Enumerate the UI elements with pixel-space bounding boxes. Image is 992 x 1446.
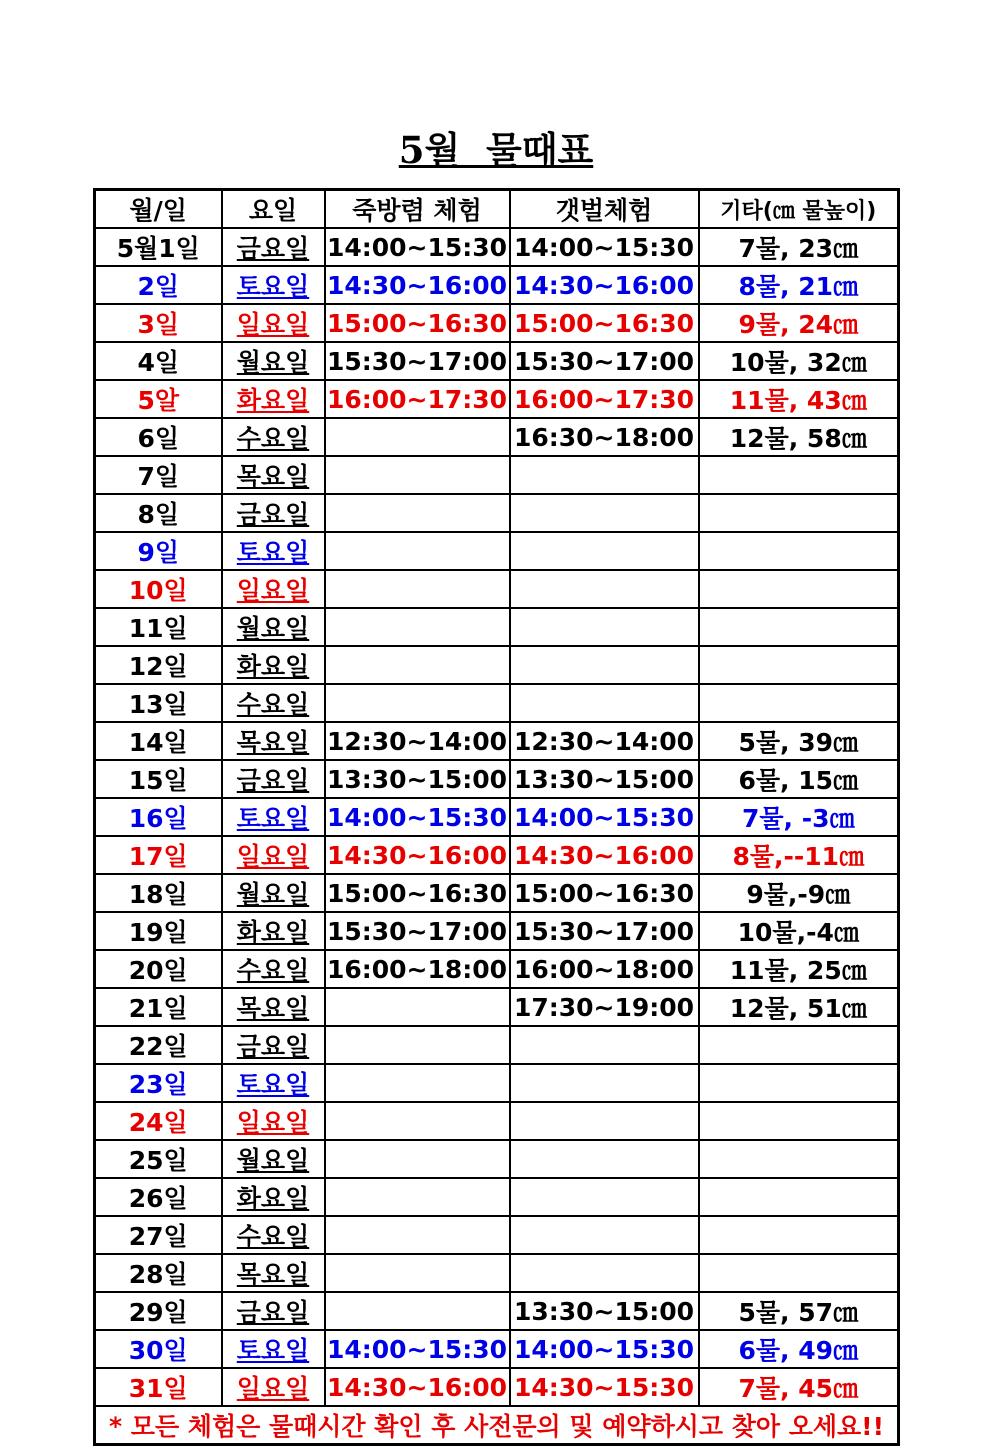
cell-mudflat-time: 14:00~15:30 (510, 1330, 699, 1368)
cell-jukbangryeom-time (325, 1140, 510, 1178)
table-row (95, 1216, 899, 1254)
cell-weekday: 일요일 (222, 570, 325, 608)
cell-jukbangryeom-time (325, 988, 510, 1026)
footnote-text: * 모든 체험은 물때시간 확인 후 사전문의 및 예약하시고 찾아 오세요!! (95, 1406, 899, 1445)
cell-month-day: 14일 (95, 722, 222, 760)
cell-weekday: 월요일 (222, 342, 325, 380)
table-row (95, 494, 899, 532)
cell-jukbangryeom-time (325, 456, 510, 494)
cell-weekday: 월요일 (222, 874, 325, 912)
cell-tide-height (699, 570, 899, 608)
table-row (95, 1368, 899, 1406)
cell-tide-height (699, 1026, 899, 1064)
cell-weekday: 금요일 (222, 1026, 325, 1064)
cell-tide-height (699, 1102, 899, 1140)
cell-weekday: 금요일 (222, 494, 325, 532)
cell-jukbangryeom-time (325, 646, 510, 684)
cell-month-day: 26일 (95, 1178, 222, 1216)
cell-month-day: 25일 (95, 1140, 222, 1178)
cell-jukbangryeom-time: 14:30~16:00 (325, 266, 510, 304)
table-row (95, 798, 899, 836)
cell-mudflat-time (510, 1216, 699, 1254)
cell-tide-height (699, 1254, 899, 1292)
table-row (95, 988, 899, 1026)
cell-month-day: 6일 (95, 418, 222, 456)
cell-tide-height: 11물, 25㎝ (699, 950, 899, 988)
cell-month-day: 18일 (95, 874, 222, 912)
cell-weekday: 금요일 (222, 760, 325, 798)
cell-mudflat-time: 14:30~16:00 (510, 266, 699, 304)
cell-mudflat-time (510, 494, 699, 532)
table-row (95, 1064, 899, 1102)
cell-tide-height: 9물,-9㎝ (699, 874, 899, 912)
cell-mudflat-time (510, 646, 699, 684)
cell-tide-height (699, 494, 899, 532)
cell-tide-height (699, 1064, 899, 1102)
footnote-row (95, 1406, 899, 1445)
cell-month-day: 20일 (95, 950, 222, 988)
cell-weekday: 수요일 (222, 684, 325, 722)
cell-mudflat-time (510, 608, 699, 646)
cell-mudflat-time: 16:00~18:00 (510, 950, 699, 988)
cell-jukbangryeom-time: 14:00~15:30 (325, 798, 510, 836)
cell-tide-height: 7물, 45㎝ (699, 1368, 899, 1406)
cell-tide-height (699, 646, 899, 684)
cell-tide-height (699, 532, 899, 570)
table-row (95, 380, 899, 418)
cell-month-day: 17일 (95, 836, 222, 874)
tide-table-header (95, 190, 899, 229)
cell-month-day: 15일 (95, 760, 222, 798)
cell-tide-height: 11물, 43㎝ (699, 380, 899, 418)
cell-weekday: 일요일 (222, 304, 325, 342)
cell-tide-height: 8물,--11㎝ (699, 836, 899, 874)
table-row (95, 1254, 899, 1292)
table-row (95, 874, 899, 912)
cell-mudflat-time (510, 1102, 699, 1140)
tide-table-footer (95, 1406, 899, 1445)
header-month-day: 월/일 (95, 190, 222, 229)
cell-mudflat-time: 16:00~17:30 (510, 380, 699, 418)
cell-mudflat-time: 12:30~14:00 (510, 722, 699, 760)
page-title: 5월 물때표 (398, 128, 594, 172)
cell-month-day: 21일 (95, 988, 222, 1026)
cell-tide-height: 5물, 57㎝ (699, 1292, 899, 1330)
cell-jukbangryeom-time (325, 1178, 510, 1216)
table-row (95, 532, 899, 570)
cell-weekday: 토요일 (222, 266, 325, 304)
cell-weekday: 토요일 (222, 798, 325, 836)
cell-weekday: 일요일 (222, 836, 325, 874)
cell-month-day: 7일 (95, 456, 222, 494)
cell-weekday: 토요일 (222, 1064, 325, 1102)
table-row (95, 950, 899, 988)
cell-jukbangryeom-time (325, 418, 510, 456)
cell-tide-height (699, 456, 899, 494)
table-row (95, 684, 899, 722)
cell-tide-height (699, 608, 899, 646)
header-mudflat-experience: 갯벌체험 (510, 190, 699, 229)
cell-tide-height: 8물, 21㎝ (699, 266, 899, 304)
cell-mudflat-time: 13:30~15:00 (510, 760, 699, 798)
cell-tide-height: 10물, 32㎝ (699, 342, 899, 380)
table-row (95, 570, 899, 608)
cell-month-day: 3일 (95, 304, 222, 342)
table-row (95, 304, 899, 342)
cell-mudflat-time (510, 570, 699, 608)
table-row (95, 722, 899, 760)
cell-weekday: 목요일 (222, 722, 325, 760)
cell-weekday: 금요일 (222, 1292, 325, 1330)
cell-tide-height: 12물, 51㎝ (699, 988, 899, 1026)
table-row (95, 608, 899, 646)
cell-month-day: 16일 (95, 798, 222, 836)
cell-tide-height: 12물, 58㎝ (699, 418, 899, 456)
table-row (95, 1292, 899, 1330)
cell-tide-height: 9물, 24㎝ (699, 304, 899, 342)
cell-weekday: 토요일 (222, 1330, 325, 1368)
table-row (95, 1178, 899, 1216)
cell-mudflat-time: 15:30~17:00 (510, 342, 699, 380)
cell-weekday: 수요일 (222, 950, 325, 988)
cell-jukbangryeom-time (325, 570, 510, 608)
cell-jukbangryeom-time: 14:00~15:30 (325, 228, 510, 266)
cell-jukbangryeom-time (325, 1292, 510, 1330)
cell-jukbangryeom-time (325, 532, 510, 570)
cell-weekday: 일요일 (222, 1102, 325, 1140)
cell-month-day: 29일 (95, 1292, 222, 1330)
cell-weekday: 화요일 (222, 912, 325, 950)
cell-jukbangryeom-time (325, 608, 510, 646)
cell-tide-height (699, 1140, 899, 1178)
cell-mudflat-time: 15:00~16:30 (510, 874, 699, 912)
cell-weekday: 목요일 (222, 988, 325, 1026)
cell-jukbangryeom-time: 15:30~17:00 (325, 342, 510, 380)
cell-mudflat-time: 14:00~15:30 (510, 798, 699, 836)
header-row (95, 190, 899, 229)
cell-weekday: 수요일 (222, 1216, 325, 1254)
table-row (95, 418, 899, 456)
cell-jukbangryeom-time: 14:30~16:00 (325, 836, 510, 874)
table-row (95, 912, 899, 950)
cell-mudflat-time (510, 1140, 699, 1178)
cell-jukbangryeom-time (325, 1216, 510, 1254)
cell-month-day: 19일 (95, 912, 222, 950)
cell-month-day: 23일 (95, 1064, 222, 1102)
cell-jukbangryeom-time: 14:00~15:30 (325, 1330, 510, 1368)
cell-mudflat-time: 14:30~16:00 (510, 836, 699, 874)
table-row (95, 646, 899, 684)
table-row (95, 1140, 899, 1178)
cell-month-day: 28일 (95, 1254, 222, 1292)
cell-mudflat-time (510, 1064, 699, 1102)
cell-tide-height: 5물, 39㎝ (699, 722, 899, 760)
cell-month-day: 31일 (95, 1368, 222, 1406)
table-row (95, 266, 899, 304)
cell-jukbangryeom-time (325, 1102, 510, 1140)
cell-weekday: 월요일 (222, 1140, 325, 1178)
cell-month-day: 11일 (95, 608, 222, 646)
cell-mudflat-time: 14:30~15:30 (510, 1368, 699, 1406)
cell-weekday: 월요일 (222, 608, 325, 646)
cell-weekday: 목요일 (222, 1254, 325, 1292)
cell-month-day: 22일 (95, 1026, 222, 1064)
cell-tide-height (699, 1216, 899, 1254)
cell-tide-height (699, 684, 899, 722)
cell-month-day: 9일 (95, 532, 222, 570)
table-row (95, 228, 899, 266)
table-row (95, 342, 899, 380)
cell-weekday: 화요일 (222, 380, 325, 418)
table-row (95, 760, 899, 798)
cell-jukbangryeom-time (325, 1064, 510, 1102)
cell-month-day: 10일 (95, 570, 222, 608)
cell-mudflat-time (510, 456, 699, 494)
cell-tide-height: 7물, -3㎝ (699, 798, 899, 836)
table-row (95, 1026, 899, 1064)
cell-weekday: 목요일 (222, 456, 325, 494)
cell-month-day: 13일 (95, 684, 222, 722)
cell-tide-height: 6물, 15㎝ (699, 760, 899, 798)
cell-month-day: 8일 (95, 494, 222, 532)
table-row (95, 1330, 899, 1368)
cell-month-day: 4일 (95, 342, 222, 380)
cell-weekday: 토요일 (222, 532, 325, 570)
cell-weekday: 일요일 (222, 1368, 325, 1406)
cell-mudflat-time: 17:30~19:00 (510, 988, 699, 1026)
cell-weekday: 화요일 (222, 646, 325, 684)
cell-month-day: 24일 (95, 1102, 222, 1140)
cell-jukbangryeom-time (325, 494, 510, 532)
header-weekday: 요일 (222, 190, 325, 229)
cell-jukbangryeom-time: 15:30~17:00 (325, 912, 510, 950)
header-etc-water-height: 기타(㎝ 물높이) (699, 190, 899, 229)
table-row (95, 456, 899, 494)
cell-jukbangryeom-time (325, 1254, 510, 1292)
cell-mudflat-time (510, 532, 699, 570)
cell-mudflat-time: 14:00~15:30 (510, 228, 699, 266)
cell-mudflat-time (510, 1178, 699, 1216)
tide-table-body (95, 228, 899, 1406)
cell-month-day: 2일 (95, 266, 222, 304)
cell-month-day: 5월1일 (95, 228, 222, 266)
cell-mudflat-time (510, 1026, 699, 1064)
cell-jukbangryeom-time: 16:00~18:00 (325, 950, 510, 988)
cell-weekday: 금요일 (222, 228, 325, 266)
cell-month-day: 12일 (95, 646, 222, 684)
cell-tide-height (699, 1178, 899, 1216)
cell-month-day: 27일 (95, 1216, 222, 1254)
cell-mudflat-time: 15:00~16:30 (510, 304, 699, 342)
cell-mudflat-time (510, 1254, 699, 1292)
cell-jukbangryeom-time: 12:30~14:00 (325, 722, 510, 760)
cell-mudflat-time (510, 684, 699, 722)
cell-tide-height: 7물, 23㎝ (699, 228, 899, 266)
header-jukbangryeom-experience: 죽방렴 체험 (325, 190, 510, 229)
cell-jukbangryeom-time: 16:00~17:30 (325, 380, 510, 418)
cell-tide-height: 6물, 49㎝ (699, 1330, 899, 1368)
cell-weekday: 수요일 (222, 418, 325, 456)
cell-mudflat-time: 15:30~17:00 (510, 912, 699, 950)
cell-jukbangryeom-time: 14:30~16:00 (325, 1368, 510, 1406)
cell-jukbangryeom-time: 13:30~15:00 (325, 760, 510, 798)
cell-jukbangryeom-time (325, 1026, 510, 1064)
cell-weekday: 화요일 (222, 1178, 325, 1216)
cell-jukbangryeom-time: 15:00~16:30 (325, 874, 510, 912)
cell-jukbangryeom-time (325, 684, 510, 722)
cell-tide-height: 10물,-4㎝ (699, 912, 899, 950)
cell-month-day: 5알 (95, 380, 222, 418)
cell-mudflat-time: 13:30~15:00 (510, 1292, 699, 1330)
table-row (95, 836, 899, 874)
cell-jukbangryeom-time: 15:00~16:30 (325, 304, 510, 342)
cell-mudflat-time: 16:30~18:00 (510, 418, 699, 456)
tide-table (93, 188, 900, 1446)
table-row (95, 1102, 899, 1140)
cell-month-day: 30일 (95, 1330, 222, 1368)
